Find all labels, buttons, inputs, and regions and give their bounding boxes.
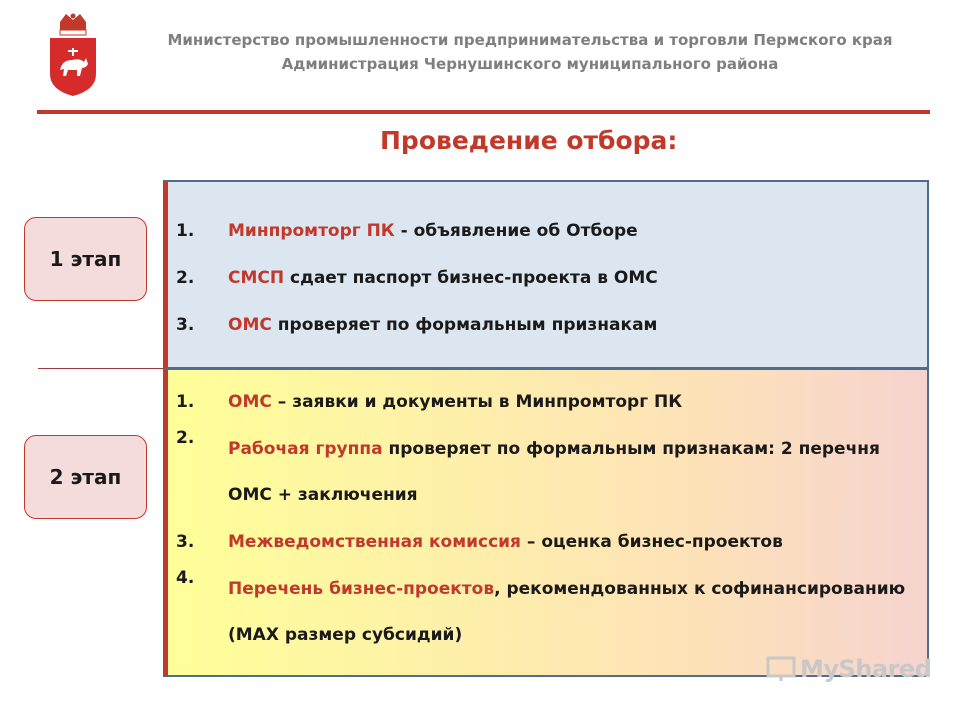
stage-1-list <box>168 219 908 360</box>
item-actor: ОМС <box>228 315 272 335</box>
stage-2-badge <box>24 435 147 519</box>
watermark <box>766 655 931 683</box>
stage-1-label: 1 этап <box>49 247 122 271</box>
item-actor: СМСП <box>228 268 285 288</box>
item-text: – оценка бизнес-проектов <box>520 532 783 552</box>
header-line-2: Администрация Чернушинского муниципального района <box>281 55 779 73</box>
presentation-icon <box>766 656 796 682</box>
stage-divider <box>38 368 166 369</box>
list-item <box>168 266 908 290</box>
list-item <box>168 390 908 414</box>
item-number: 2. <box>176 428 195 448</box>
item-actor: Минпромторг ПК <box>228 221 395 241</box>
header-divider <box>37 110 930 114</box>
stage-2-list <box>168 390 908 670</box>
header-line-1: Министерство промышленности предпринимательства и торговли Пермского края <box>167 31 893 49</box>
item-actor: Рабочая группа <box>228 439 383 459</box>
item-text: - объявление об Отборе <box>394 221 638 241</box>
watermark-text: MyShared <box>800 655 932 683</box>
item-actor: ОМС <box>228 392 272 412</box>
list-item <box>168 219 908 243</box>
header <box>100 28 960 76</box>
stage-1-badge <box>24 217 147 301</box>
coat-of-arms-icon <box>46 12 100 98</box>
item-text: проверяет по формальным признакам <box>271 315 658 335</box>
list-item <box>168 530 908 554</box>
item-actor: Межведомственная комиссия <box>228 532 521 552</box>
stage-2-label: 2 этап <box>49 465 122 489</box>
stage-1-panel <box>163 180 929 369</box>
list-item <box>168 426 908 518</box>
page-title: Проведение отбора: <box>380 126 678 155</box>
item-number: 2. <box>176 268 195 288</box>
item-text: сдает паспорт бизнес-проекта в ОМС <box>284 268 658 288</box>
item-number: 1. <box>176 392 195 412</box>
item-text: проверяет по формальным признакам: 2 перечня ОМС + заключения <box>228 439 880 505</box>
list-item <box>168 566 908 658</box>
stage-2-panel <box>163 369 929 677</box>
item-text: , рекомендованных к софинансированию (MAX размер субсидий) <box>228 579 906 645</box>
item-number: 1. <box>176 221 195 241</box>
item-number: 3. <box>176 315 195 335</box>
item-actor: Перечень бизнес-проектов <box>228 579 495 599</box>
list-item <box>168 313 908 337</box>
item-number: 4. <box>176 568 195 588</box>
item-number: 3. <box>176 532 195 552</box>
item-text: – заявки и документы в Минпромторг ПК <box>271 392 683 412</box>
